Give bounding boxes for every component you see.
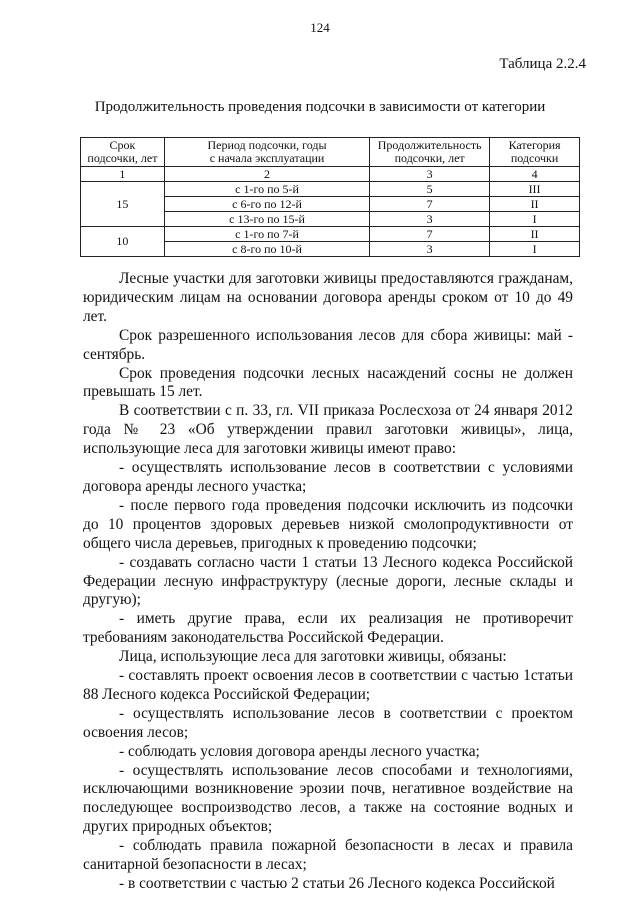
table-caption: Продолжительность проведения подсочки в зависимости от категории — [94, 99, 546, 115]
term-cell: 10 — [81, 227, 165, 257]
paragraph: - составлять проект освоения лесов в соответствии с частью 1статьи 88 Лесного кодекса Российской Федерации; — [83, 667, 573, 703]
header-term: Срок подсочки, лет — [81, 138, 165, 167]
period-cell: с 1-го по 5-й — [164, 182, 369, 197]
column-number-row — [81, 167, 580, 182]
paragraph: - соблюдать правила пожарной безопасности в лесах и правила санитарной безопасности в лесах; — [83, 837, 573, 874]
column-number: 4 — [490, 167, 580, 182]
paragraph: - создавать согласно части 1 статьи 13 Лесного кодекса Российской Федерации лесную инфраструктуру (лесные дороги, лесные склады и другую); — [83, 553, 573, 609]
column-number: 2 — [164, 167, 369, 182]
tapping-duration-table — [80, 137, 580, 257]
column-number: 1 — [81, 167, 165, 182]
duration-cell: 7 — [370, 227, 490, 242]
paragraph: Лесные участки для заготовки живицы предоставляются гражданам, юридическим лицам на основании договора аренды сроком от 10 до 49 лет. — [83, 270, 573, 325]
paragraph: - осуществлять использование лесов в соответствии с проектом освоения лесов; — [83, 704, 573, 741]
paragraph: - после первого года проведения подсочки исключить из подсочки до 10 процентов здоровых деревьев низкой смолопродуктивности от общего числа деревьев, пригодных к проведению подсочки; — [83, 496, 573, 552]
term-cell: 15 — [81, 182, 165, 227]
period-cell: с 8-го по 10-й — [164, 242, 369, 257]
page-number: 124 — [310, 20, 330, 35]
header-period: Период подсочки, годы с начала эксплуатации — [164, 138, 369, 167]
period-cell: с 1-го по 7-й — [164, 227, 369, 242]
table-header-row — [81, 138, 580, 167]
header-duration: Продолжительность подсочки, лет — [370, 138, 490, 167]
category-cell: I — [490, 242, 580, 257]
table-id: Таблица 2.2.4 — [499, 56, 586, 72]
period-cell: с 13-го по 15-й — [164, 212, 369, 227]
table-row — [81, 227, 580, 242]
duration-cell: 3 — [370, 212, 490, 227]
paragraph: - иметь другие права, если их реализация не противоречит требованиям законодательства Российской Федерации. — [83, 610, 573, 647]
paragraph: Срок проведения подсочки лесных насаждений сосны не должен превышать 15 лет. — [83, 364, 573, 401]
category-cell: I — [490, 212, 580, 227]
duration-cell: 5 — [370, 182, 490, 197]
period-cell: с 6-го по 12-й — [164, 197, 369, 212]
column-number: 3 — [370, 167, 490, 182]
category-cell: III — [490, 182, 580, 197]
paragraph: - осуществлять использование лесов способами и технологиями, исключающими возникновение эрозии почв, негативное воздействие на последующее воспроизводство лесов, а также на состояние водных и других природных объектов; — [83, 761, 573, 836]
paragraph: В соответствии с п. 33, гл. VII приказа Рослесхоза от 24 января 2012 года № 23 «Об утверждении правил заготовки живицы», лица, использующие леса для заготовки живицы имеют право: — [83, 402, 573, 458]
paragraph: - соблюдать условия договора аренды лесного участка; — [119, 742, 480, 760]
duration-cell: 3 — [370, 242, 490, 257]
category-cell: II — [490, 197, 580, 212]
table-row — [81, 182, 580, 197]
body-text — [83, 270, 573, 894]
paragraph: Лица, использующие леса для заготовки живицы, обязаны: — [119, 648, 507, 666]
paragraph: - в соответствии с частью 2 статьи 26 Лесного кодекса Российской — [119, 875, 555, 892]
header-category: Категория подсочки — [490, 138, 580, 167]
category-cell: II — [490, 227, 580, 242]
paragraph: Срок разрешенного использования лесов для сбора живицы: май - сентябрь. — [83, 326, 573, 363]
duration-cell: 7 — [370, 197, 490, 212]
paragraph: - осуществлять использование лесов в соответствии с условиями договора аренды лесного участка; — [83, 459, 573, 495]
